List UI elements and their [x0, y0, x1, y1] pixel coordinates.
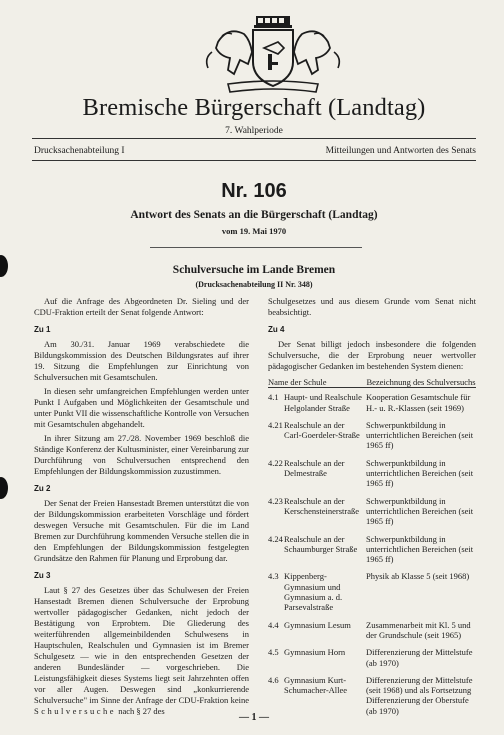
heading-zu-4: Zu 4: [268, 325, 285, 334]
school-name: Realschule an der Carl-Goerdeler-Straße: [284, 419, 360, 441]
row-number: 4.21: [268, 419, 283, 430]
trial-description: Differenzierung der Mittelstufe (seit 1968) und als Fortsetzung Differenzierung der Oberstufe (ab 1970): [366, 674, 473, 716]
paragraph: Der Senat der Freien Hansestadt Bremen unterstützt die von der Bildungskommission erarbeiteten Vorschläge und fördert deswegen Versuche mit Gesamtschulen. Für die im Land Bremen zur Durchführung kommenden Versuche stellen die in den Empfehlungen der Bildungskommission festgelegten Grundsätze den Rahmen für Planung und Erprobung dar.: [34, 498, 249, 563]
divider: [150, 247, 362, 248]
school-name: Gymnasium Kurt-Schumacher-Allee: [284, 674, 348, 696]
heading-zu-1: Zu 1: [34, 325, 51, 334]
bremen-coat-of-arms: [198, 12, 348, 98]
trial-description: Zusammenarbeit mit Kl. 5 und der Grundschule (seit 1965): [366, 619, 471, 640]
page-number: — 1 —: [239, 712, 269, 723]
paragraph: In diesen sehr umfangreichen Empfehlungen werden unter Punkt I Aufgaben und Möglichkeiten der Gesamtschule und unter Punkt VII die wissenschaftliche Kontrolle von Versuchen mit Gesamtschulen abgehandelt.: [34, 386, 249, 429]
school-name: Realschule an der Delmestraße: [284, 457, 345, 479]
row-number: 4.5: [268, 647, 279, 658]
left-column: [34, 296, 249, 717]
punch-hole: [0, 477, 8, 499]
school-trials-table: [268, 377, 476, 716]
trial-description: Differenzierung der Mittelstufe (ab 1970): [366, 647, 473, 668]
school-name: Realschule an der Schaumburger Straße: [284, 533, 358, 554]
table-row: [268, 451, 476, 489]
paragraph: [34, 585, 249, 717]
spaced-term: Schulversuche: [34, 706, 117, 716]
paragraph: Der Senat billigt jedoch insbesondere die folgenden Schulversuche, die der Erprobung neuer wertvoller pädagogischer Gedanken im bestehenden System dienen:: [268, 339, 476, 371]
table-row: [268, 668, 476, 716]
column-header-trial: Bezeichnung des Schulversuchs: [366, 377, 476, 387]
trial-description: Schwerpunktbildung in unterrichtlichen Bereichen (seit 1965 ff): [366, 533, 474, 565]
trial-description: Schwerpunktbildung in unterrichtlichen Bereichen (seit 1965 ff): [366, 419, 474, 451]
header-department: Drucksachenabteilung I: [34, 146, 125, 156]
table-header-row: [268, 377, 476, 388]
school-name: Kippenberg-Gymnasium und Gymnasium a. d. Parsevalstraße: [284, 571, 343, 613]
trial-description: Physik ab Klasse 5 (seit 1968): [366, 571, 470, 582]
text-run: Laut § 27 des Gesetzes über das Schulwesen der Freien Hansestadt Bremen dienen Schulversuche der Erprobung wertvoller pädagogischer Gedanken, nicht jedoch der Bestätigung von Erprobtem. Die Gliederung des weiterführenden allgemeinbildenden Schulwesens in Hauptschulen, Realschulen und Gymnasien ist im Bremer Schulgesetz — wie in den entsprechenden Gesetzen der anderen Bundesländer — vorgeschrieben. Die Leistungsfähigkeit dieses Systems liegt seit Jahrzehnten offen vor aller Augen. Deswegen sind „konkurrierende Schulversuche" im Sinne der Anfrage der CDU-Fraktion keine: [34, 585, 249, 705]
row-number: 4.22: [268, 457, 283, 468]
table-row: [268, 527, 476, 565]
heading-zu-3: Zu 3: [34, 571, 51, 580]
document-heading: Antwort des Senats an die Bürgerschaft (Landtag): [130, 209, 378, 221]
paragraph: Am 30./31. Januar 1969 verabschiedete die Bildungskommission des Deutschen Bildungsrates auf ihrer 19. Sitzung die Empfehlungen zur Einrichtung von Schulversuchen mit Gesamtschulen.: [34, 339, 249, 382]
row-number: 4.23: [268, 495, 283, 506]
school-name: Gymnasium Horn: [284, 647, 346, 658]
row-number: 4.24: [268, 533, 283, 544]
table-row: [268, 640, 476, 668]
right-column: [268, 296, 476, 716]
text-run: nach § 27 des: [116, 706, 165, 716]
paragraph: In ihrer Sitzung am 27./28. November 1969 beschloß die Ständige Konferenz der Kultusminister, einer Vereinbarung zur Durchführung von Schulversuchen entsprechend den Empfehlungen der Bildungskommission zuzustimmen.: [34, 433, 250, 476]
school-name: Haupt- und Realschule Helgolander Straße: [284, 392, 362, 413]
divider: [32, 160, 476, 161]
trial-description: Schwerpunktbildung in unterrichtlichen Bereichen (seit 1965 ff): [366, 495, 474, 527]
coat-of-arms-icon: [198, 12, 348, 98]
document-number: Nr. 106: [221, 180, 287, 202]
punch-hole: [0, 255, 8, 277]
row-number: 4.3: [268, 571, 279, 582]
legislative-period: 7. Wahlperiode: [225, 126, 283, 136]
column-header-school: Name der Schule: [268, 377, 327, 387]
document-date: vom 19. Mai 1970: [221, 226, 287, 236]
trial-description: Schwerpunktbildung in unterrichtlichen Bereichen (seit 1965 ff): [366, 457, 474, 489]
trial-description: Kooperation Gesamtschule für H.- u. R.-Klassen (seit 1969): [366, 392, 471, 413]
table-row: [268, 388, 476, 413]
header-category: Mitteilungen und Antworten des Senats: [325, 146, 476, 156]
table-row: [268, 564, 476, 612]
school-name: Realschule an der Kerschensteinerstraße: [284, 495, 360, 516]
heading-zu-2: Zu 2: [34, 484, 51, 493]
table-row: [268, 489, 476, 527]
row-number: 4.6: [268, 674, 279, 685]
paragraph: Schulgesetzes und aus diesem Grunde vom Senat nicht beabsichtigt.: [268, 296, 476, 317]
page-title: Bremische Bürgerschaft (Landtag): [82, 94, 426, 121]
section-subtitle: (Drucksachenabteilung II Nr. 348): [195, 280, 313, 289]
document-page: [32, 0, 476, 735]
table-row: [268, 413, 476, 451]
row-number: 4.1: [268, 392, 279, 403]
section-title: Schulversuche im Lande Bremen: [172, 264, 336, 276]
table-row: [268, 613, 476, 641]
divider: [32, 138, 476, 139]
intro-paragraph: Auf die Anfrage des Abgeordneten Dr. Sieling und der CDU-Fraktion erteilt der Senat folgende Antwort:: [34, 296, 249, 317]
row-number: 4.4: [268, 619, 279, 630]
school-name: Gymnasium Lesum: [284, 619, 351, 630]
